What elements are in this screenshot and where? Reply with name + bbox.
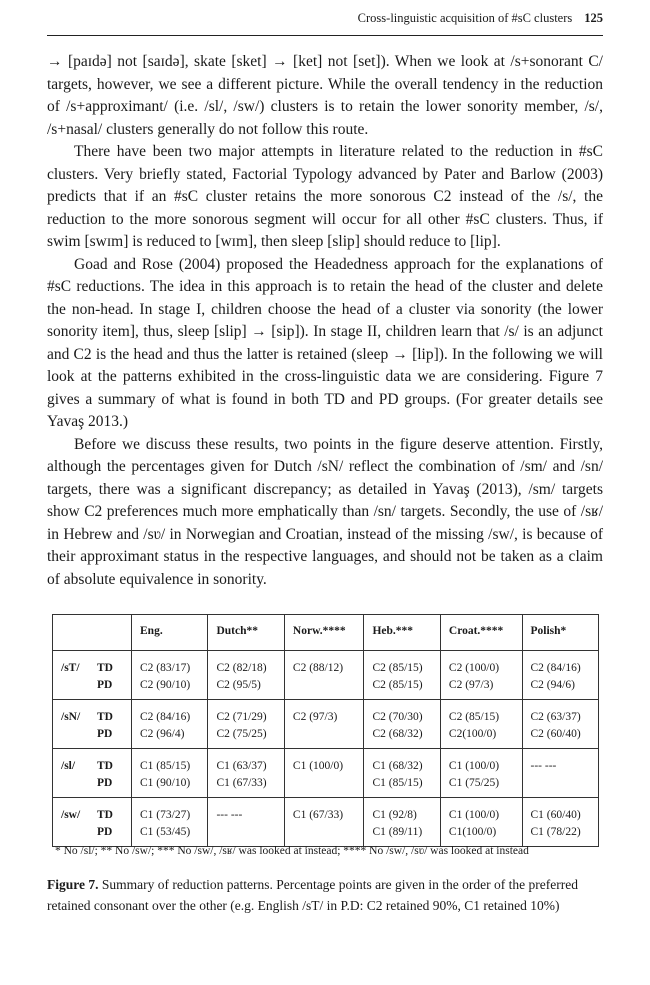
running-header xyxy=(358,11,603,26)
table-cell xyxy=(364,749,440,798)
cell-value: C2 (97/3) xyxy=(292,711,338,723)
row-group: TD xyxy=(97,760,113,772)
cell-value: C2 (90/10) xyxy=(140,679,191,691)
table-cell xyxy=(208,700,284,749)
table-cell xyxy=(208,749,284,798)
cell-value: C2 (84/16) xyxy=(140,711,191,723)
cell-value: C1 (67/33) xyxy=(216,777,267,789)
cell-value: C2 (71/29) xyxy=(216,711,267,723)
summary-table xyxy=(52,614,599,847)
table-cell xyxy=(440,798,522,847)
table-cell xyxy=(364,651,440,700)
cell-value: C2 (75/25) xyxy=(216,728,267,740)
cell-value: C2 (82/18) xyxy=(216,662,267,674)
cell-value: C2 (85/15) xyxy=(372,679,423,691)
row-segment: /sT/ xyxy=(61,662,80,674)
cell-value: C1 (73/27) xyxy=(140,809,191,821)
cell-value: C1 (67/33) xyxy=(292,809,344,821)
table-cell xyxy=(522,798,599,847)
cell-value: C1 (90/10) xyxy=(140,777,191,789)
column-header: Norw.**** xyxy=(284,615,364,651)
row-segment: /sN/ xyxy=(61,711,81,723)
table-cell xyxy=(440,651,522,700)
figure-caption xyxy=(47,874,603,916)
row-label-cell xyxy=(53,798,132,847)
table-cell xyxy=(522,749,599,798)
row-group: PD xyxy=(97,679,113,691)
cell-value: C1 (60/40) xyxy=(530,809,581,821)
cell-value: C1 (85/15) xyxy=(372,777,423,789)
cell-value: C1 (100/0) xyxy=(448,809,500,821)
table-cell xyxy=(132,651,208,700)
cell-value: --- --- xyxy=(530,760,557,772)
row-segment: /sw/ xyxy=(61,809,81,821)
paragraph-4: Before we discuss these results, two points in the figure deserve attention. Firstly, although the percentages given for Dutch /sN/ reflect the combination of /sm/ and /sn/ targets, there was a significant discrepancy; as detailed in Yavaş (2013), /sm/ targets show C2 preferences much more emphatically than /sn/ targets. Secondly, the use of /sʁ/ in Hebrew and /sʋ/ in Norwegian and Croatian, instead of the missing /sw/, is because of their approximant status in the respective languages, and should not be taken as a claim of absolute equivalence in sonority. xyxy=(47,435,603,588)
cell-value: C1 (53/45) xyxy=(140,826,191,838)
cell-value: C2 (96/4) xyxy=(140,728,185,740)
row-label-cell xyxy=(53,700,132,749)
table-row xyxy=(53,798,599,847)
table-cell xyxy=(284,651,364,700)
row-segment: /sl/ xyxy=(61,760,76,772)
column-header: Polish* xyxy=(522,615,599,651)
cell-value: C1 (75/25) xyxy=(448,777,500,789)
row-group: TD xyxy=(97,711,113,723)
column-header: Eng. xyxy=(132,615,208,651)
table-cell xyxy=(208,798,284,847)
table-cell xyxy=(284,700,364,749)
cell-value: C2 (95/5) xyxy=(216,679,261,691)
table-header-row xyxy=(53,615,599,651)
cell-value: C1 (92/8) xyxy=(372,809,417,821)
row-group: PD xyxy=(97,728,113,740)
cell-value: C2 (68/32) xyxy=(372,728,423,740)
table-cell xyxy=(522,700,599,749)
cell-value: C1 (85/15) xyxy=(140,760,191,772)
column-header: Croat.**** xyxy=(440,615,522,651)
table-footnote: * No /sl/; ** No /sw/; *** No /sw/, /sʁ/ was looked at instead; **** No /sw/, /sʋ/ was looked at instead xyxy=(55,845,529,857)
cell-value: C2 (60/40) xyxy=(530,728,581,740)
running-title: Cross-linguistic acquisition of #sC clusters xyxy=(357,11,573,25)
table-cell xyxy=(440,749,522,798)
table-cell xyxy=(284,798,364,847)
cell-value: --- --- xyxy=(216,809,243,821)
row-label-cell xyxy=(53,749,132,798)
table-cell xyxy=(364,798,440,847)
cell-value: C2 (83/17) xyxy=(140,662,191,674)
cell-value: C1 (100/0) xyxy=(292,760,344,772)
table-cell xyxy=(440,700,522,749)
cell-value: C1 (78/22) xyxy=(530,826,581,838)
table-body xyxy=(53,651,599,847)
cell-value: C2 (84/16) xyxy=(530,662,581,674)
page-number: 125 xyxy=(584,11,603,25)
column-header: Dutch** xyxy=(208,615,284,651)
row-group: PD xyxy=(97,826,113,838)
row-group: TD xyxy=(97,809,113,821)
cell-value: C1 (89/11) xyxy=(372,826,423,838)
cell-value: C1 (68/32) xyxy=(372,760,423,772)
column-header: Heb.*** xyxy=(364,615,440,651)
paragraph-2: There have been two major attempts in literature related to the reduction in #sC clusters. Very briefly stated, Factorial Typology advanced by Pater and Barlow (2003) predicts that if an #sC cluster retains the more sonorous C2 instead of the /s/, the reduction to the more sonorous segment will occur for all other #sC clusters. Thus, if swim [swɪm] is reduced to [wɪm], then sleep [slip] should reduce to [lip]. xyxy=(47,143,603,250)
cell-value: C2 (63/37) xyxy=(530,711,581,723)
cell-value: C1 (100/0) xyxy=(448,760,500,772)
table-cell xyxy=(208,651,284,700)
table-cell xyxy=(132,749,208,798)
table-cell xyxy=(364,700,440,749)
cell-value: C2 (85/15) xyxy=(372,662,423,674)
cell-value: C2 (94/6) xyxy=(530,679,575,691)
table-row xyxy=(53,749,599,798)
caption-label: Figure 7. xyxy=(47,877,99,892)
row-label-cell xyxy=(53,651,132,700)
table-row xyxy=(53,700,599,749)
row-group: TD xyxy=(97,662,113,674)
cell-value: C1 (63/37) xyxy=(216,760,267,772)
table-cell xyxy=(284,749,364,798)
cell-value: C2 (100/0) xyxy=(448,662,500,674)
cell-value: C1(100/0) xyxy=(448,826,497,838)
body-text xyxy=(47,51,603,591)
header-rule xyxy=(47,35,603,36)
row-group: PD xyxy=(97,777,113,789)
cell-value: C2 (70/30) xyxy=(372,711,423,723)
cell-value: C2 (97/3) xyxy=(448,679,494,691)
table-cell xyxy=(132,798,208,847)
table-corner-cell xyxy=(53,615,132,651)
cell-value: C2 (88/12) xyxy=(292,662,344,674)
table-cell xyxy=(522,651,599,700)
paragraph-3: Goad and Rose (2004) proposed the Headedness approach for the explanations of #sC reductions. The idea in this approach is to retain the head of the cluster and delete the non-head. In stage I, children choose the head of a cluster via sonority (the lower sonority item], thus, sleep [slip] → [sip]). In stage II, children learn that /s/ is an adjunct and C2 is the head and thus the latter is retained (sleep → [lip]). In the following we will look at the patterns exhibited in the cross-linguistic data we are considering. Figure 7 gives a summary of what is found in both TD and PD groups. (For greater details see Yavaş 2013.) xyxy=(47,255,603,430)
caption-text: Summary of reduction patterns. Percentage points are given in the order of the preferred retained consonant over the other (e.g. English /sT/ in P.D: C2 retained 90%, C1 retained 10%) xyxy=(47,877,578,913)
table-row xyxy=(53,651,599,700)
cell-value: C2(100/0) xyxy=(448,728,497,740)
cell-value: C2 (85/15) xyxy=(448,711,500,723)
paragraph-1: → [paɪdə] not [saɪdə], skate [sket] → [ket] not [set]). When we look at /s+sonorant C/ targets, however, we see a different picture. While the overall tendency in the reduction of /s+approximant/ (i.e. /sl/, /sw/) clusters is to retain the lower sonority member, /s/, /s+nasal/ clusters generally do not follow this route. xyxy=(47,53,603,138)
table-cell xyxy=(132,700,208,749)
